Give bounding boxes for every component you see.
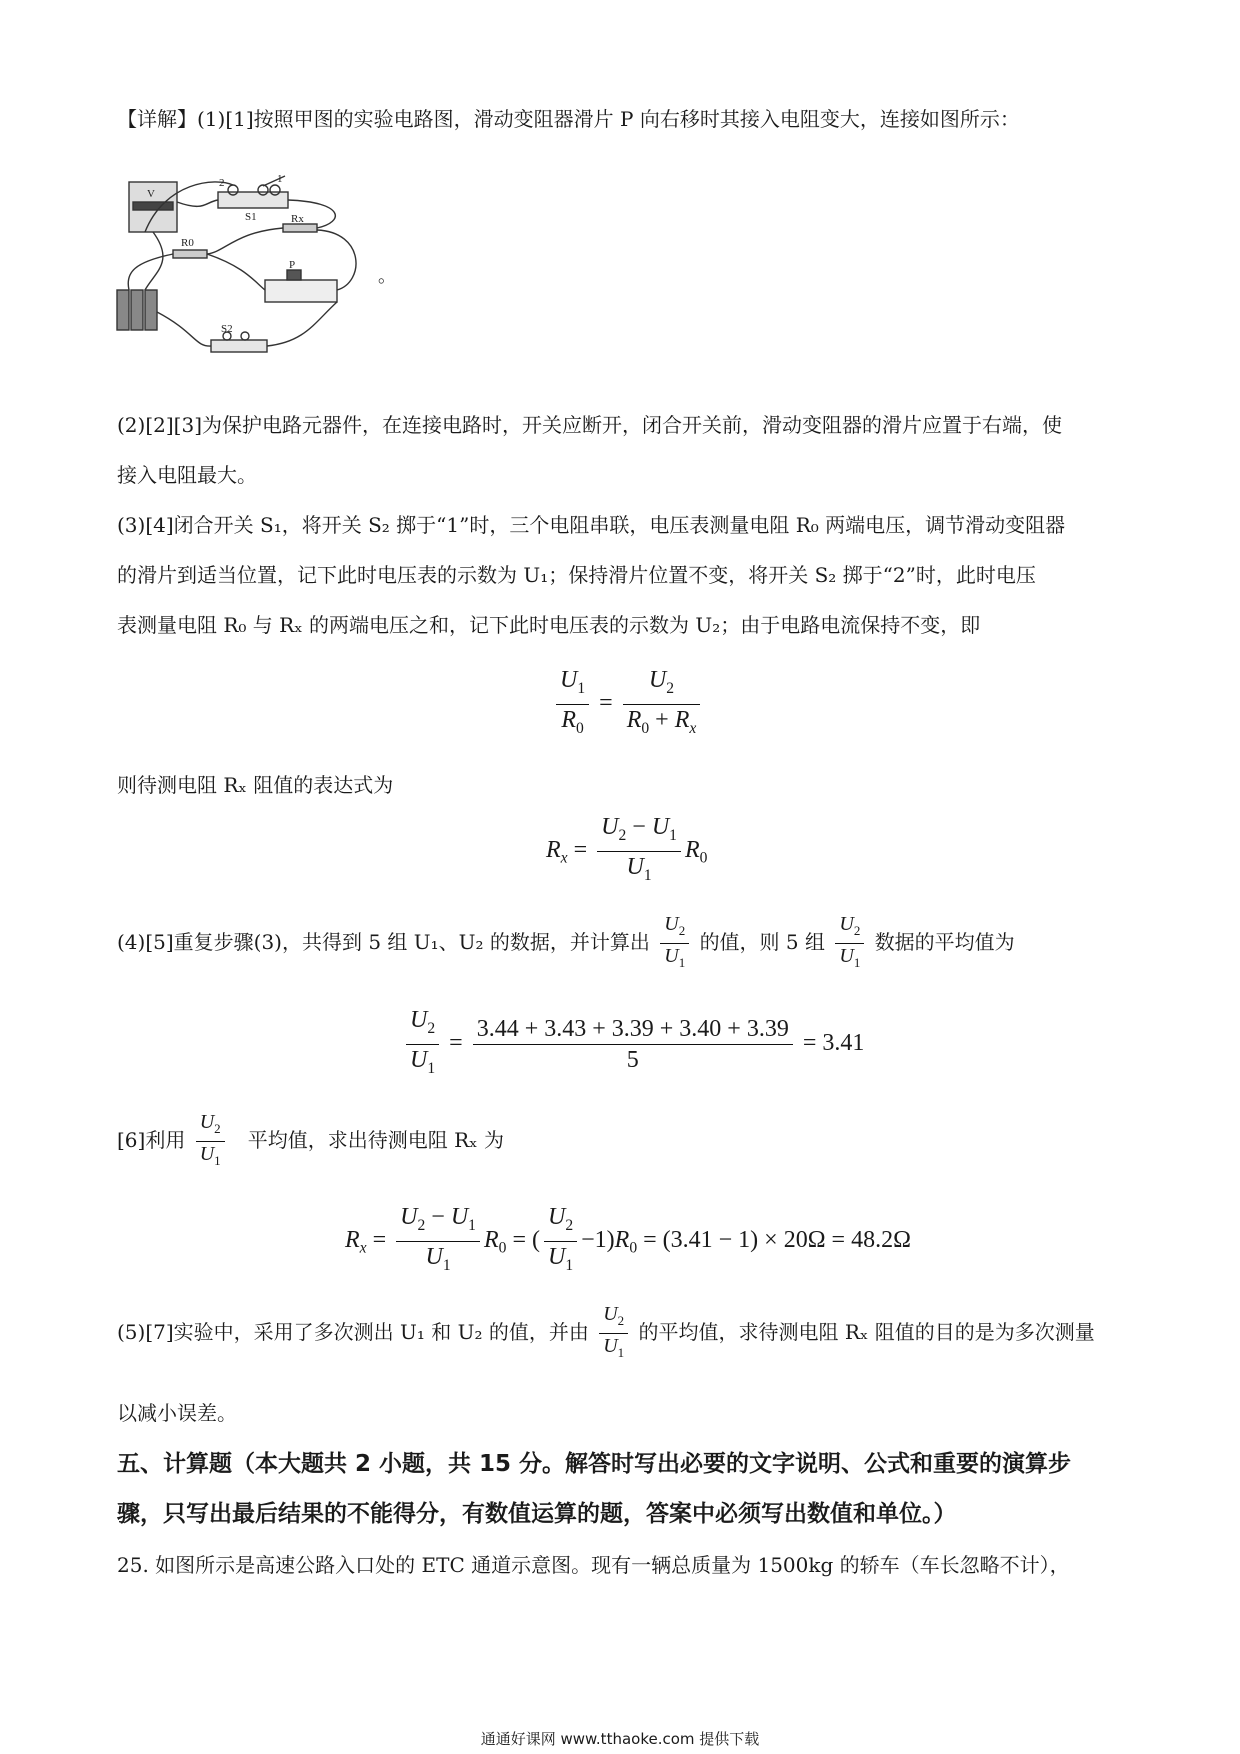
page-footer: 通通好课网 www.tthaoke.com 提供下载 [480, 1730, 760, 1748]
paragraph-rx-expression-intro: 则待测电阻 Rₓ 阻值的表达式为 [117, 773, 394, 797]
formula-average: $\frac{U_2}{U_1}$ = $\frac{3.44 + 3.43 + 3.39 + 3.40 + 3.39}{5}$ = 3.41 [402, 1005, 864, 1084]
paragraph-step7 [117, 1302, 1129, 1365]
paragraph-step6 [117, 1110, 1129, 1173]
switch-terminal-1-label: 1 [277, 173, 283, 185]
inline-fraction-u2-u1: $\frac{U_2}{U_1}$ [660, 912, 689, 975]
s1-label: S1 [245, 211, 257, 223]
s2-label: S2 [221, 323, 233, 335]
step4-text-a: (4)[5]重复步骤(3)，共得到 5 组 U₁、U₂ 的数据，并计算出 [117, 930, 650, 954]
paragraph-step4 [117, 912, 1129, 975]
inline-fraction-u2-u1: $\frac{U_2}{U_1}$ [196, 1110, 225, 1173]
voltmeter-label: V [147, 188, 155, 200]
section-heading-line2: 骤，只写出最后结果的不能得分，有数值运算的题，答案中必须写出数值和单位。） [117, 1501, 957, 1527]
average-numerator: 3.44 + 3.43 + 3.39 + 3.40 + 3.39 [473, 1014, 793, 1045]
section-heading-line1: 五、计算题（本大题共 2 小题，共 15 分。解答时写出必要的文字说明、公式和重要的演算步 [117, 1451, 1072, 1477]
step4-text-c: 数据的平均值为 [874, 930, 1015, 954]
paragraph-step2-line1: (2)[2][3]为保护电路元器件，在连接电路时，开关应断开，闭合开关前，滑动变阻器的滑片应置于右端，使 [117, 413, 1062, 437]
switch-terminal-2-label: 2 [219, 177, 225, 189]
paragraph-step2-line2: 接入电阻最大。 [117, 463, 257, 487]
formula-current-equality: $\frac{U_1}{R_0}$ = $\frac{U_2}{R_0 + R_x}$ [552, 665, 704, 744]
formula-rx-expression: $R_x$ = $\frac{U_2 - U_1}{U_1}$ $R_0$ [546, 814, 708, 884]
paragraph-step7-line2: 以减小误差。 [117, 1401, 237, 1425]
average-result: = 3.41 [802, 1029, 865, 1056]
rx-computation-tail: = (3.41 − 1) × 20Ω = 48.2Ω [643, 1226, 911, 1253]
step6-text-a: [6]利用 [117, 1128, 186, 1152]
question-25: 25. 如图所示是高速公路入口处的 ETC 通道示意图。现有一辆总质量为 1500kg 的轿车（车长忽略不计）， [117, 1553, 1070, 1577]
step6-text-b: 平均值，求出待测电阻 Rₓ 为 [247, 1128, 504, 1152]
paragraph-detail-intro: 【详解】(1)[1]按照甲图的实验电路图，滑动变阻器滑片 P 向右移时其接入电阻变大，连接如图所示： [117, 107, 1020, 131]
paragraph-step3-line2: 的滑片到适当位置，记下此时电压表的示数为 U₁；保持滑片位置不变，将开关 S₂ 掷于“2”时，此时电压 [117, 563, 1036, 587]
paragraph-step3-line3: 表测量电阻 R₀ 与 Rₓ 的两端电压之和，记下此时电压表的示数为 U₂；由于电路电流保持不变，即 [117, 613, 981, 637]
step4-text-b: 的值，则 5 组 [699, 930, 826, 954]
p-label: P [289, 259, 296, 271]
rx-label: Rx [291, 213, 304, 225]
circuit-period: 。 [378, 266, 396, 287]
paragraph-step3-line1: (3)[4]闭合开关 S₁，将开关 S₂ 掷于“1”时，三个电阻串联，电压表测量电阻 R₀ 两端电压，调节滑动变阻器 [117, 513, 1066, 537]
circuit-diagram [115, 172, 380, 374]
inline-fraction-u2-u1: $\frac{U_2}{U_1}$ [835, 912, 864, 975]
formula-rx-computation: $R_x$ = $\frac{U_2 - U_1}{U_1}$ $R_0$ = ( $\frac{U_2}{U_1}$ $-1)R_0 = (3.41 - 1) \times 20\Omega = 48.2\Omega$ [345, 1204, 911, 1274]
average-denominator: 5 [626, 1046, 639, 1073]
r0-label: R0 [181, 237, 194, 249]
step7-text-a: (5)[7]实验中，采用了多次测出 U₁ 和 U₂ 的值，并由 [117, 1320, 589, 1344]
step7-text-b: 的平均值，求待测电阻 Rₓ 阻值的目的是为多次测量 [638, 1320, 1095, 1344]
inline-fraction-u2-u1: $\frac{U_2}{U_1}$ [599, 1302, 628, 1365]
